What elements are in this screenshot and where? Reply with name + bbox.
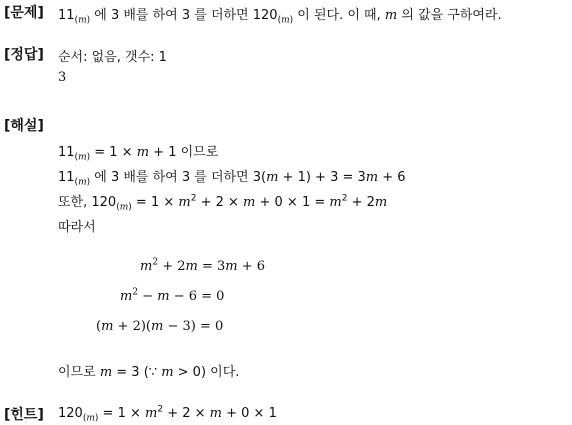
hint-label: [힌트] bbox=[4, 407, 44, 423]
equation-1: $m^2 + 2m = 3m + 6$ bbox=[140, 257, 266, 274]
problem-text-rendered: $11_{(m)}$ 에 3 배를 하여 3 를 더하면 $120_{(m)}$ 이 된다. 이 때, m 의 값을 구하여라. bbox=[58, 8, 502, 26]
problem-label: [문제] bbox=[4, 5, 44, 21]
answer-value: 3 bbox=[58, 70, 67, 85]
answer-label: [정답] bbox=[4, 47, 44, 63]
solution-label: [해설] bbox=[4, 118, 44, 134]
solution-line-4: 따라서 bbox=[58, 220, 96, 235]
solution-line-2: $11_{(m)}$ 에 3 배를 하여 3 를 더하면 3(m + 1) + 3 = 3m + 6 bbox=[58, 170, 406, 188]
solution-line-3: 또한, $120_{(m)} = 1 \times m^2 + 2 \times m + 0 \times 1 = m^2 + 2m$ bbox=[58, 193, 388, 213]
equation-2: $m^2 - m - 6 = 0$ bbox=[120, 287, 225, 304]
answer-line1: 순서: 없음, 갯수: 1 bbox=[58, 50, 167, 65]
hint-text: $120_{(m)} = 1 \times m^2 + 2 \times m + 0 \times 1$ bbox=[58, 404, 277, 424]
problem-text bbox=[58, 4, 502, 26]
solution-conclusion: 이므로 m = 3 (∵ m > 0) 이다. bbox=[58, 365, 240, 380]
equation-3: (m + 2)(m − 3) = 0 bbox=[96, 319, 224, 334]
solution-line-1: $11_{(m)} = 1 \times m + 1$ 이므로 bbox=[58, 145, 219, 163]
